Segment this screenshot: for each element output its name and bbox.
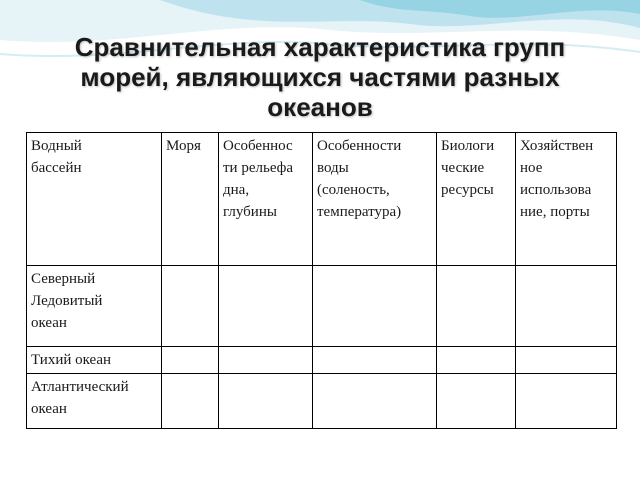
table-cell	[437, 266, 516, 347]
table-cell	[162, 347, 219, 374]
header-text: ческие	[441, 160, 485, 176]
title-line-2: морей, являющихся частями разных	[80, 62, 560, 92]
header-water-basin	[27, 133, 162, 266]
table-cell	[313, 347, 437, 374]
table-row	[27, 347, 617, 374]
table-cell	[162, 374, 219, 429]
header-text: температура)	[317, 204, 402, 220]
header-text: ное	[520, 160, 543, 176]
header-text: использова	[520, 182, 592, 198]
table-row	[27, 266, 617, 347]
table-cell	[219, 374, 313, 429]
table-cell	[437, 374, 516, 429]
header-text: ние, порты	[520, 204, 590, 220]
header-text: Биологи	[441, 138, 495, 154]
table-cell	[516, 266, 617, 347]
row-label-text: океан	[31, 315, 67, 331]
header-text: воды	[317, 160, 349, 176]
table-cell	[162, 266, 219, 347]
table-cell	[219, 347, 313, 374]
row-label-text: Северный	[31, 271, 96, 287]
header-text: Хозяйствен	[520, 138, 594, 154]
header-water-features	[313, 133, 437, 266]
title-line-3: океанов	[267, 92, 373, 122]
header-text: Моря	[166, 138, 201, 154]
table-cell	[313, 266, 437, 347]
row-label-text: океан	[31, 401, 67, 417]
row-label-text: Тихий океан	[31, 352, 112, 368]
title-line-1: Сравнительная характеристика групп	[74, 32, 566, 62]
table-cell	[516, 374, 617, 429]
header-relief	[219, 133, 313, 266]
header-economic-use	[516, 133, 617, 266]
header-text: глубины	[223, 204, 277, 220]
header-text: (соленость,	[317, 182, 390, 198]
table-cell	[219, 266, 313, 347]
header-text: ресурсы	[441, 182, 494, 198]
table-header-row	[27, 133, 617, 266]
header-bio-resources	[437, 133, 516, 266]
header-text: бассейн	[31, 160, 82, 176]
row-label-atlantic	[27, 374, 162, 429]
header-seas	[162, 133, 219, 266]
row-label-text: Ледовитый	[31, 293, 103, 309]
header-text: ти рельефа	[223, 160, 294, 176]
row-label-arctic	[27, 266, 162, 347]
header-text: дна,	[223, 182, 250, 198]
comparison-table	[26, 132, 617, 429]
row-label-pacific	[27, 347, 162, 374]
table-cell	[516, 347, 617, 374]
header-text: Водный	[31, 138, 82, 154]
table-cell	[313, 374, 437, 429]
table-cell	[437, 347, 516, 374]
header-text: Особенности	[317, 138, 402, 154]
header-text: Особеннос	[223, 138, 293, 154]
table-row	[27, 374, 617, 429]
slide-title	[0, 32, 640, 122]
row-label-text: Атлантический	[31, 379, 129, 395]
